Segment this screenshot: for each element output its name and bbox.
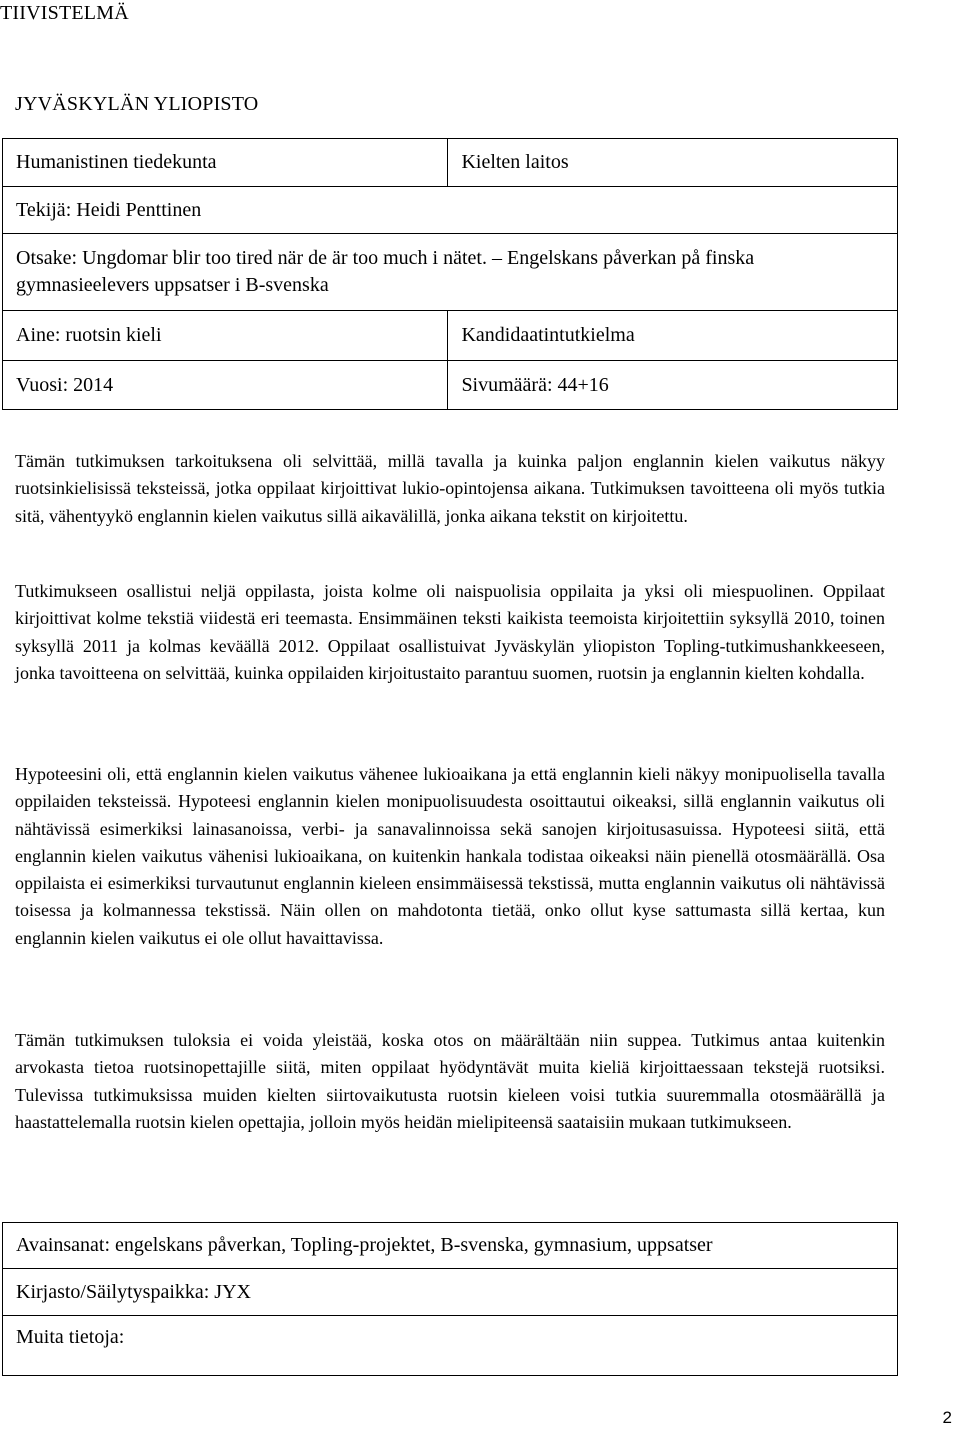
author-text: Tekijä: Heidi Penttinen [16, 198, 202, 221]
year-text: Vuosi: 2014 [16, 373, 114, 396]
department-text: Kielten laitos [461, 151, 569, 173]
abstract-paragraph-2 [15, 578, 885, 687]
department-cell [448, 139, 898, 187]
university-name: JYVÄSKYLÄN YLIOPISTO [15, 93, 259, 115]
page-number: 2 [942, 1408, 952, 1427]
faculty-text: Humanistinen tiedekunta [16, 151, 217, 173]
thesis-type-text: Kandidaatintutkielma [461, 324, 635, 346]
pages-cell [448, 361, 898, 410]
abstract-paragraph-3 [15, 761, 885, 952]
library-text: Kirjasto/Säilytyspaikka: JYX [16, 1280, 251, 1303]
abstract-text-2: Tutkimukseen osallistui neljä oppilasta, joista kolme oli naispuolisia oppilaita ja yksi oli miespuolinen. Oppilaat kirjoittivat kolme tekstiä viidestä eri teemasta. Ensimmäinen teksti kaikista teemoista kirjoitettiin syksyllä 2010, toinen syksyllä 2011 ja kolmas keväällä 2012. Oppilaat osallistuivat Jyväskylän yliopiston Topling-tutkimushankkeeseen, jonka tavoitteena on selvittää, kuinka oppilaiden kirjoitustaito parantuu suomen, ruotsin ja englannin kielten kohdalla. [15, 581, 885, 683]
info-table [2, 138, 898, 410]
keywords-cell [3, 1223, 898, 1269]
other-info-text: Muita tietoja: [16, 1326, 125, 1348]
keywords-text: Avainsanat: engelskans påverkan, Topling-projektet, B-svenska, gymnasium, uppsatser [16, 1234, 713, 1256]
other-info-cell [3, 1316, 898, 1376]
author-cell [3, 187, 898, 234]
abstract-paragraph-1 [15, 448, 885, 530]
faculty-cell [3, 139, 448, 187]
library-cell [3, 1269, 898, 1316]
thesis-type-cell [448, 311, 898, 361]
footer-table [2, 1222, 898, 1376]
subject-text: Aine: ruotsin kieli [16, 324, 162, 346]
abstract-text-3: Hypoteesini oli, että englannin kielen vaikutus vähenee lukioaikana ja että englannin kieli näkyy monipuolisella tavalla oppilaiden teksteissä. Hypoteesi englannin kielen monipuolisuudesta osoittautui oikeaksi, sillä englannin vaikutus oli nähtävissä esimerkiksi lainasanoissa, verbi- ja sanavalinnoissa sekä sanojen kirjoitusasuissa. Hypoteesi siitä, että englannin kielen vaikutus vähenisi lukioaikana, on kuitenkin hankala todistaa oikeaksi näin pienellä otosmäärällä. Osa oppilaista ei esimerkiksi turvautunut englannin kieleen ensimmäisessä tekstissä, mutta englannin vaikutus oli nähtävissä toisessa ja kolmannessa tekstissä. Näin ollen on mahdotonta tietää, onko ollut kyse sattumasta sillä kertaa, kun englannin kielen vaikutus ei ole ollut havaittavissa. [15, 764, 885, 948]
pages-text: Sivumäärä: 44+16 [461, 373, 609, 396]
abstract-text-4: Tämän tutkimuksen tuloksia ei voida yleistää, koska otos on määrältään niin suppea. Tutkimus antaa kuitenkin arvokasta tietoa ruotsinopettajille siitä, miten oppilaat hyödyntävät muita kieliä kirjoittaessaan tekstejä ruotsiksi. Tulevissa tutkimuksissa muiden kielten siirtovaikutusta ruotsin kieleen voisi tutkia suuremmalla otosmäärällä ja haastattelemalla ruotsin kielen opettajia, jolloin myös heidän mielipiteensä saataisiin mukaan tutkimukseen. [15, 1030, 885, 1132]
subject-cell [3, 311, 448, 361]
page-heading: TIIVISTELMÄ [0, 2, 129, 24]
abstract-paragraph-4 [15, 1027, 885, 1136]
abstract-text-1: Tämän tutkimuksen tarkoituksena oli selvittää, millä tavalla ja kuinka paljon englannin kielen vaikutus näkyy ruotsinkielisissä teksteissä, jotka oppilaat kirjoittivat lukio-opintojensa aikana. Tutkimuksen tavoitteena oli myös tutkia sitä, vähentyykö englannin kielen vaikutus sillä aikavälillä, jonka aikana tekstit on kirjoitettu. [15, 451, 885, 526]
year-cell [3, 361, 448, 410]
title-cell [3, 234, 898, 311]
title-text: Otsake: Ungdomar blir too tired när de är too much i nätet. – Engelskans påverkan på finska gymnasieelevers uppsatser i B-svenska [16, 247, 755, 296]
